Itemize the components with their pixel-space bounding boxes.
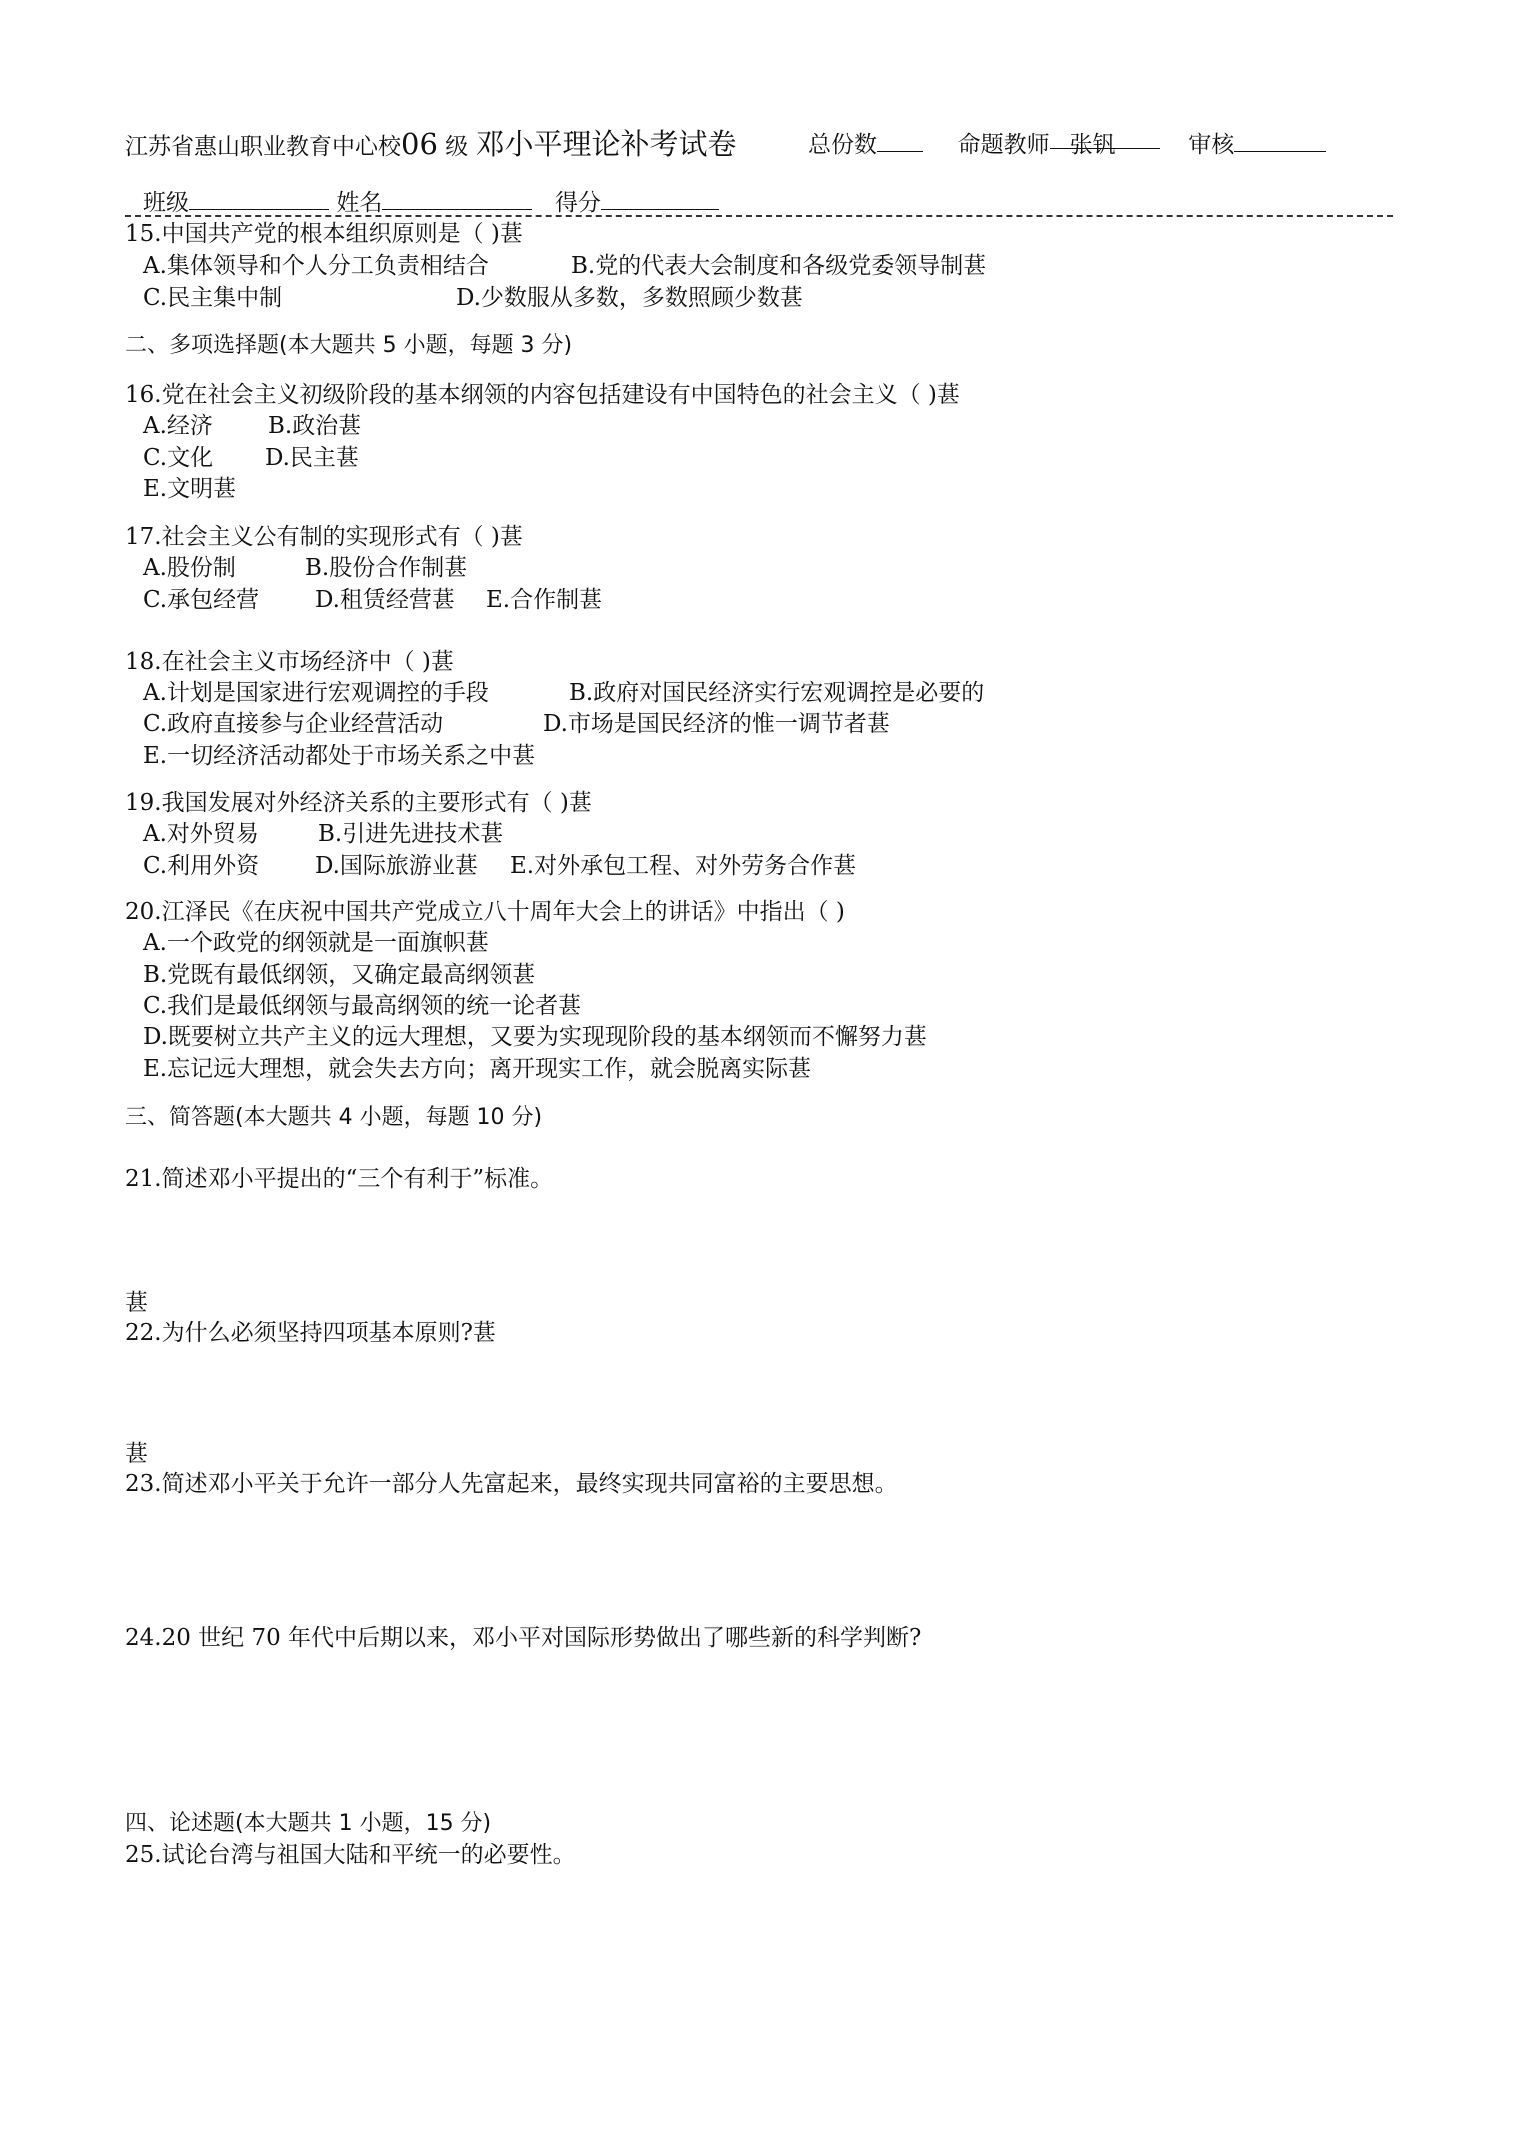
section-2-heading: 二、多项选择题(本大题共 5 小题，每题 3 分)	[125, 333, 573, 358]
q19-option-c: C.利用外资	[143, 853, 260, 879]
q23-stem: 23.简述邓小平关于允许一部分人先富起来，最终实现共同富裕的主要思想。	[125, 1471, 898, 1497]
q17-option-c: C.承包经营	[143, 587, 260, 613]
class-blank[interactable]	[189, 187, 329, 210]
q15-option-d: D.少数服从多数，多数照顾少数葚	[456, 285, 803, 311]
q18-option-c: C.政府直接参与企业经营活动	[143, 711, 444, 737]
q17-stem: 17.社会主义公有制的实现形式有（ )葚	[125, 524, 523, 550]
q19-option-e: E.对外承包工程、对外劳务合作葚	[510, 853, 857, 879]
q17-option-b: B.股份合作制葚	[305, 555, 468, 581]
section-4-heading: 四、论述题(本大题共 1 小题，15 分)	[125, 1811, 492, 1836]
q16-option-a: A.经济	[143, 413, 213, 439]
total-copies-label: 总份数	[808, 132, 877, 158]
teacher-label: 命题教师	[957, 132, 1050, 158]
school-name: 江苏省惠山职业教育中心校	[125, 134, 401, 160]
cut-line	[125, 215, 1393, 217]
q18-stem: 18.在社会主义市场经济中（ )葚	[125, 649, 454, 675]
q16-option-e: E.文明葚	[143, 476, 237, 502]
q16-option-c: C.文化	[143, 445, 214, 471]
q20-option-b: B.党既有最低纲领，又确定最高纲领葚	[143, 962, 536, 988]
q22-stem: 22.为什么必须坚持四项基本原则?葚	[125, 1320, 496, 1346]
score-label: 得分	[554, 190, 601, 216]
q17-option-a: A.股份制	[143, 555, 236, 581]
q20-option-e: E.忘记远大理想，就会失去方向；离开现实工作，就会脱离实际葚	[143, 1056, 812, 1082]
student-info	[143, 184, 719, 217]
q16-option-d: D.民主葚	[265, 445, 359, 471]
q24-stem: 24.20 世纪 70 年代中后期以来，邓小平对国际形势做出了哪些新的科学判断?	[125, 1625, 922, 1651]
q18-option-a: A.计划是国家进行宏观调控的手段	[143, 680, 489, 706]
class-label: 班级	[143, 190, 189, 216]
mark-1: 葚	[125, 1290, 148, 1316]
mark-2: 葚	[125, 1441, 148, 1467]
q18-option-e: E.一切经济活动都处于市场关系之中葚	[143, 743, 536, 769]
name-blank[interactable]	[382, 187, 532, 210]
q20-stem: 20.江泽民《在庆祝中国共产党成立八十周年大会上的讲话》中指出（ )	[125, 899, 845, 925]
section-3-heading: 三、简答题(本大题共 4 小题，每题 10 分)	[125, 1105, 543, 1130]
q19-stem: 19.我国发展对外经济关系的主要形式有（ )葚	[125, 790, 592, 816]
q25-stem: 25.试论台湾与祖国大陆和平统一的必要性。	[125, 1842, 576, 1868]
q15-stem: 15.中国共产党的根本组织原则是（ )葚	[125, 221, 523, 247]
q20-option-c: C.我们是最低纲领与最高纲领的统一论者葚	[143, 993, 582, 1019]
q15-option-b: B.党的代表大会制度和各级党委领导制葚	[571, 253, 987, 279]
grade-number: 06	[401, 127, 438, 161]
review-label: 审核	[1188, 132, 1235, 158]
q16-option-b: B.政治葚	[268, 413, 362, 439]
q20-option-d: D.既要树立共产主义的远大理想，又要为实现现阶段的基本纲领而不懈努力葚	[143, 1024, 927, 1050]
q18-option-b: B.政府对国民经济实行宏观调控是必要的	[569, 680, 985, 706]
exam-title: 邓小平理论补考试卷	[475, 127, 737, 161]
teacher-name: 张钒	[1050, 126, 1160, 149]
q19-option-b: B.引进先进技术葚	[318, 821, 504, 847]
review-blank[interactable]	[1234, 129, 1326, 152]
score-blank[interactable]	[601, 187, 719, 210]
header-meta	[808, 126, 1326, 159]
q19-option-d: D.国际旅游业葚	[315, 853, 478, 879]
q15-option-c: C.民主集中制	[143, 285, 283, 311]
q15-option-a: A.集体领导和个人分工负责相结合	[143, 253, 489, 279]
total-copies-blank[interactable]	[877, 129, 923, 152]
exam-header	[125, 122, 737, 163]
q16-stem: 16.党在社会主义初级阶段的基本纲领的内容包括建设有中国特色的社会主义（ )葚	[125, 382, 960, 408]
q19-option-a: A.对外贸易	[143, 821, 259, 847]
q21-stem: 21.简述邓小平提出的“三个有利于”标准。	[125, 1166, 554, 1192]
q17-option-e: E.合作制葚	[486, 587, 603, 613]
grade-suffix: 级	[445, 134, 469, 160]
q20-option-a: A.一个政党的纲领就是一面旗帜葚	[143, 930, 489, 956]
q18-option-d: D.市场是国民经济的惟一调节者葚	[543, 711, 890, 737]
name-label: 姓名	[336, 190, 383, 216]
q17-option-d: D.租赁经营葚	[315, 587, 455, 613]
